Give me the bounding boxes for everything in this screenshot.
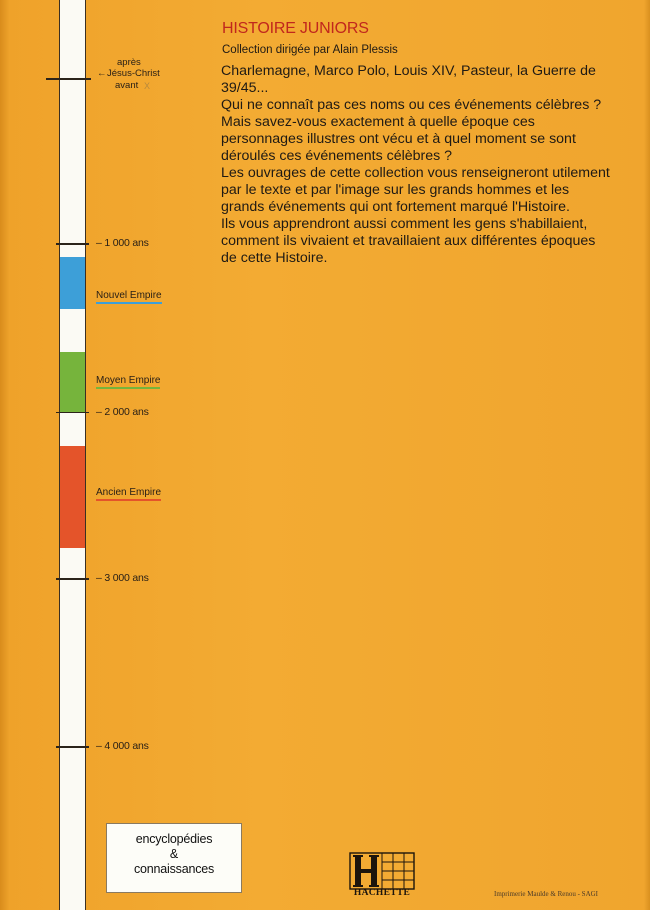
- tick-jesus-christ: [46, 78, 91, 80]
- year-label-1000: – 1 000 ans: [96, 237, 149, 249]
- tick-2000: [56, 412, 89, 413]
- era-label-ancien-empire: Ancien Empire: [96, 487, 161, 501]
- blurb-paragraph: Charlemagne, Marco Polo, Louis XIV, Pasteur, la Guerre de 39/45...: [221, 63, 596, 96]
- era-label-moyen-empire: Moyen Empire: [96, 375, 160, 389]
- year-label-2000: – 2 000 ans: [96, 406, 149, 418]
- blurb-paragraph: Qui ne connaît pas ces noms ou ces événements célèbres ?: [221, 97, 602, 113]
- era-block-ancien-empire: [59, 446, 86, 548]
- era-label-nouvel-empire: Nouvel Empire: [96, 290, 162, 304]
- hachette-logo: [349, 852, 415, 899]
- label-jesus-christ: Jésus-Christ: [107, 68, 160, 79]
- tick-1000: [56, 243, 89, 245]
- label-avant: avant: [115, 80, 139, 91]
- publisher-name: HACHETTE: [353, 888, 411, 898]
- hachette-h-grid-logo-icon: [349, 852, 415, 890]
- blurb-paragraph: Mais savez-vous exactement à quelle époque ces personnages illustres ont vécu et à quel moment se sont déroulés ces événements célèbres ?: [221, 114, 576, 164]
- tick-3000: [56, 578, 89, 580]
- era-block-nouvel-empire: [59, 257, 86, 309]
- tick-4000: [56, 746, 89, 748]
- blurb-paragraph: Ils vous apprendront aussi comment les gens s'habillaient, comment ils vivaient et travaillaient aux différentes époques de cette Histoire.: [221, 216, 596, 266]
- back-cover-blurb: [221, 63, 613, 267]
- collection-editor: Collection dirigée par Alain Plessis: [222, 44, 398, 56]
- printer-credit: Imprimerie Maulde & Renou - SAGI: [494, 890, 599, 898]
- badge-line: connaissances: [133, 862, 215, 876]
- cover-edge: [644, 0, 650, 910]
- badge-line: encyclopédies: [135, 832, 213, 846]
- era-block-moyen-empire: [59, 352, 86, 412]
- encyclopedies-badge: [106, 823, 242, 893]
- badge-line: &: [169, 847, 179, 861]
- spine-shadow: [0, 0, 10, 910]
- arrow-left-icon: ←: [97, 68, 107, 79]
- series-title: HISTOIRE JUNIORS: [222, 20, 369, 37]
- small-x-mark: X: [144, 81, 151, 91]
- label-apres: après: [117, 57, 141, 68]
- blurb-paragraph: Les ouvrages de cette collection vous renseigneront utilement par le texte et par l'image sur les grands hommes et les grands événements qui ont fortement marqué l'Histoire.: [221, 165, 610, 215]
- year-label-3000: – 3 000 ans: [96, 572, 149, 584]
- year-label-4000: – 4 000 ans: [96, 740, 149, 752]
